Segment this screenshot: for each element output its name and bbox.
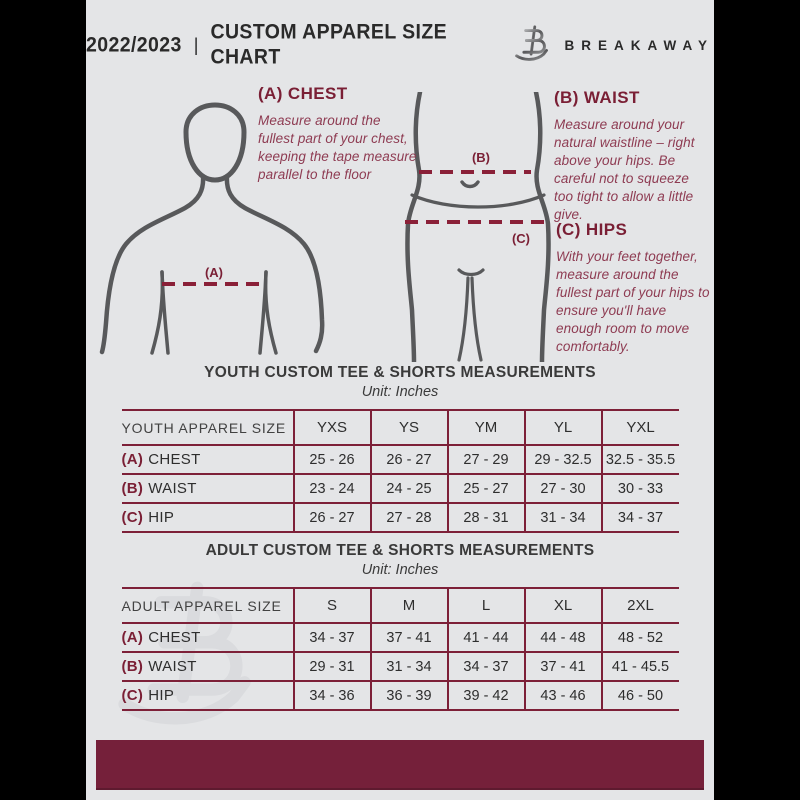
table-row-youth-chest xyxy=(122,445,679,474)
adult-size-s: S xyxy=(294,588,371,623)
table-row-youth-waist xyxy=(122,474,679,503)
cell-value: 29 - 31 xyxy=(294,652,371,681)
header-separator: | xyxy=(193,34,199,55)
youth-size-ym: YM xyxy=(448,410,525,445)
row-label-text: WAIST xyxy=(148,658,197,675)
adult-header-row xyxy=(122,588,679,623)
cell-value: 34 - 36 xyxy=(294,681,371,710)
youth-size-ys: YS xyxy=(371,410,448,445)
cell-value: 39 - 42 xyxy=(448,681,525,710)
header-title-group xyxy=(86,22,501,68)
row-label-text: WAIST xyxy=(148,480,197,497)
cell-value: 27 - 28 xyxy=(371,503,448,532)
cell-value: 41 - 44 xyxy=(448,623,525,652)
table-row-adult-waist xyxy=(122,652,679,681)
adult-waist-label xyxy=(122,652,294,681)
cell-value: 27 - 30 xyxy=(525,474,602,503)
youth-size-col-header: YOUTH APPAREL SIZE xyxy=(122,410,294,445)
cell-value: 32.5 - 35.5 xyxy=(602,445,679,474)
header xyxy=(86,22,714,68)
youth-size-table xyxy=(122,409,679,533)
cell-value: 36 - 39 xyxy=(371,681,448,710)
cell-value: 29 - 32.5 xyxy=(525,445,602,474)
cell-value: 30 - 33 xyxy=(602,474,679,503)
cell-value: 23 - 24 xyxy=(294,474,371,503)
cell-value: 34 - 37 xyxy=(602,503,679,532)
brand-name: BREAKAWAY xyxy=(564,37,714,53)
row-prefix: (A) xyxy=(121,451,144,468)
cell-value: 43 - 46 xyxy=(525,681,602,710)
chest-instruction xyxy=(258,84,418,184)
adult-section xyxy=(86,541,714,711)
cell-value: 34 - 37 xyxy=(448,652,525,681)
cell-value: 37 - 41 xyxy=(371,623,448,652)
adult-size-xl: XL xyxy=(525,588,602,623)
adult-table-title: ADULT CUSTOM TEE & SHORTS MEASUREMENTS xyxy=(205,542,595,559)
adult-hip-label xyxy=(122,681,294,710)
youth-size-yxl: YXL xyxy=(602,410,679,445)
figure-hip-label: (C) xyxy=(511,231,531,246)
adult-size-m: M xyxy=(371,588,448,623)
cell-value: 26 - 27 xyxy=(371,445,448,474)
cell-value: 46 - 50 xyxy=(602,681,679,710)
cell-value: 44 - 48 xyxy=(525,623,602,652)
cell-value: 24 - 25 xyxy=(371,474,448,503)
cell-value: 48 - 52 xyxy=(602,623,679,652)
row-label-text: HIP xyxy=(148,687,175,704)
waist-instruction-heading: (B) WAIST xyxy=(554,88,640,107)
cell-value: 25 - 26 xyxy=(294,445,371,474)
youth-section xyxy=(86,363,714,533)
hips-instruction xyxy=(556,220,710,356)
waist-instruction xyxy=(554,88,708,224)
lower-body-figure xyxy=(393,92,563,362)
youth-table-title: YOUTH CUSTOM TEE & SHORTS MEASUREMENTS xyxy=(204,364,596,381)
youth-size-yl: YL xyxy=(525,410,602,445)
table-row-adult-chest xyxy=(122,623,679,652)
hips-instruction-heading: (C) HIPS xyxy=(556,220,628,239)
row-prefix: (A) xyxy=(121,629,144,646)
youth-table-unit: Unit: Inches xyxy=(361,384,439,400)
row-label-text: CHEST xyxy=(148,451,201,468)
figure-waist-label: (B) xyxy=(471,150,491,165)
adult-chest-label xyxy=(122,623,294,652)
breakaway-b-logo-icon xyxy=(513,22,553,68)
youth-size-yxs: YXS xyxy=(294,410,371,445)
adult-table-unit: Unit: Inches xyxy=(361,562,439,578)
youth-hip-label xyxy=(122,503,294,532)
cell-value: 37 - 41 xyxy=(525,652,602,681)
row-prefix: (B) xyxy=(121,658,144,675)
row-prefix: (B) xyxy=(121,480,144,497)
cell-value: 34 - 37 xyxy=(294,623,371,652)
table-row-adult-hip xyxy=(122,681,679,710)
header-year: 2022/2023 xyxy=(86,32,182,57)
cell-value: 41 - 45.5 xyxy=(602,652,679,681)
row-label-text: CHEST xyxy=(148,629,201,646)
page-title: CUSTOM APPAREL SIZE CHART xyxy=(210,20,448,69)
chest-instruction-heading: (A) CHEST xyxy=(258,84,348,103)
adult-size-2xl: 2XL xyxy=(602,588,679,623)
adult-size-l: L xyxy=(448,588,525,623)
adult-size-col-header: ADULT APPAREL SIZE xyxy=(122,588,294,623)
cell-value: 28 - 31 xyxy=(448,503,525,532)
youth-chest-label xyxy=(122,445,294,474)
hips-instruction-body: With your feet together, measure around the fullest part of your hips to ensure you'll have enough room to move comfortably. xyxy=(556,249,710,354)
row-label-text: HIP xyxy=(148,509,175,526)
cell-value: 31 - 34 xyxy=(371,652,448,681)
size-chart-document xyxy=(86,0,714,800)
cell-value: 27 - 29 xyxy=(448,445,525,474)
cell-value: 25 - 27 xyxy=(448,474,525,503)
adult-size-table xyxy=(122,587,679,711)
table-row-youth-hip xyxy=(122,503,679,532)
row-prefix: (C) xyxy=(121,509,144,526)
cell-value: 26 - 27 xyxy=(294,503,371,532)
youth-header-row xyxy=(122,410,679,445)
footer-bar xyxy=(96,740,704,790)
cell-value: 31 - 34 xyxy=(525,503,602,532)
row-prefix: (C) xyxy=(121,687,144,704)
chest-instruction-body: Measure around the fullest part of your chest, keeping the tape measure parallel to the floor xyxy=(258,113,417,182)
figure-chest-label: (A) xyxy=(204,265,224,280)
youth-waist-label xyxy=(122,474,294,503)
waist-instruction-body: Measure around your natural waistline – right above your hips. Be careful not to squeeze too tight to allow a little give. xyxy=(554,117,695,222)
